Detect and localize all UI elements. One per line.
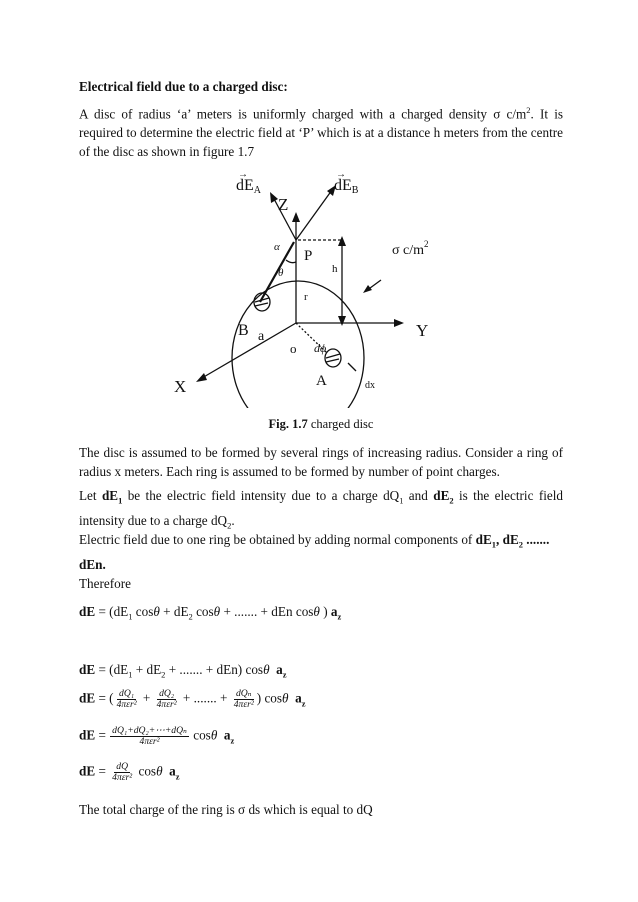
paragraph-normal-components: Electric field due to one ring be obtained by adding normal components of $dE_1$, $dE_2$ ....... dEn.	[79, 532, 550, 572]
label-h: h	[332, 263, 338, 275]
equation-5: dE = $\frac{dQ}{\text{4πεr²}}$ cosθ $a_z$	[79, 761, 180, 783]
svg-text:→: →	[336, 169, 346, 180]
label-o: o	[290, 341, 297, 356]
label-y: Y	[416, 321, 429, 340]
figure-caption: Fig. 1.7 charged disc	[268, 417, 374, 431]
x-axis	[202, 323, 296, 378]
equation-1: dE = ($dE_1$ $\cos\theta + dE_2$ cosθ + ....... + dEn cosθ ) $a_z$	[79, 604, 342, 622]
svg-text:→: →	[238, 169, 248, 180]
charged-disc-figure	[170, 168, 460, 408]
equation-2: dE = ($dE_1 + dE_2$ + ....... + dEn) cosθ $a_z$	[79, 662, 287, 680]
label-x: X	[174, 377, 187, 396]
equation-4: dE = $\frac{\text{dQ₁+dQ₂+⋯+dQₙ}}{\text{4πεr²}}$ cosθ $a_z$	[79, 725, 235, 747]
disc-outline	[232, 281, 364, 408]
label-dEB: dEB	[334, 177, 359, 196]
label-b: B	[238, 322, 249, 339]
label-a: a	[258, 329, 265, 344]
label-r: r	[304, 291, 308, 303]
intro-paragraph: A disc of radius ‘a’ meters is uniformly charged with a charged density σ $c/m^2$. It is required to determine the electric field at ‘P’ which is at a distance h meters from the centre of the disc as shown in figure 1.7	[79, 105, 563, 160]
label-dphi: dϕ	[314, 341, 327, 355]
equation-3: dE = ( $\frac{\text{dQ₁}}{\text{4πεr²}}$ + $\frac{\text{dQ₂}}{\text{4πεr²}}$ + ....... + $\frac{\text{dQₙ}}{\text{4πεr²}}$ ) cosθ $a_z$	[79, 688, 306, 710]
paragraph-total-charge: The total charge of the ring is σ ds which is equal to dQ	[79, 802, 373, 817]
label-p: P	[304, 248, 313, 264]
label-dx: dx	[365, 380, 375, 391]
label-z: Z	[278, 195, 289, 214]
vector-dEB	[296, 190, 332, 240]
therefore-text: Therefore	[79, 576, 131, 591]
label-sigma: σ $c/m^2$	[392, 239, 429, 258]
label-dEA: dEA	[236, 177, 262, 196]
label-alpha: α	[274, 241, 280, 253]
label-A: A	[316, 373, 327, 389]
paragraph-rings: The disc is assumed to be formed by several rings of increasing radius. Consider a ring of radius x meters. Each ring is assumed to be formed by number of point charges.	[79, 445, 563, 479]
label-theta: θ	[278, 267, 284, 279]
paragraph-field-intensity: Let $dE_1$ be the electric field intensity due to a charge $dQ_1$ and $dE_2$ is the electric field intensity due to a charge $dQ_2$.	[79, 488, 563, 531]
section-heading: Electrical field due to a charged disc:	[79, 79, 288, 94]
